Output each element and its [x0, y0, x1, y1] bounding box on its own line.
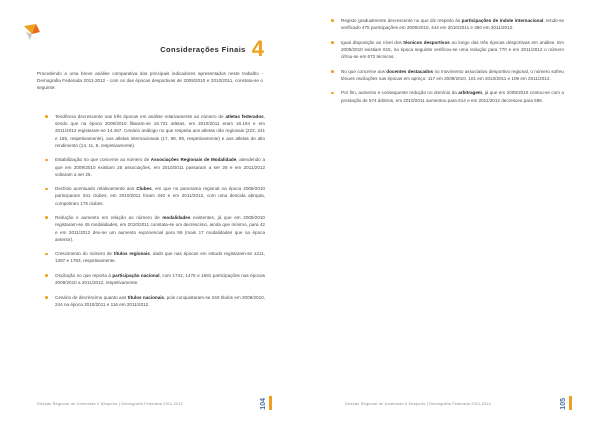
section-number: 4: [251, 36, 264, 61]
bullet-text: Por fim, aumento e consequente redução no domínio da: [341, 90, 459, 96]
bullet-highlight: modalidades: [162, 215, 191, 221]
page-number-left-mark: [269, 396, 272, 410]
page-number-left-text: 104: [260, 398, 267, 410]
bullet-text: Cenário de decréscimo quanto aos: [55, 294, 128, 300]
page-number-right: [560, 396, 572, 410]
drjd-logo-icon: [22, 22, 42, 42]
bullet-dot-icon: [45, 274, 48, 277]
right-bullet-list: [331, 17, 564, 111]
bullet-highlight: títulos regionais: [113, 251, 150, 257]
bullet-text: , com 1742, 1476 e 1681 participações nas épocas 2009/2010 a 2011/2012, respetivamente.: [55, 272, 265, 286]
bullet-item: [331, 89, 564, 103]
bullet-item: [331, 68, 564, 82]
section-title: Considerações Finais: [160, 44, 246, 54]
bullet-dot-icon: [45, 296, 48, 299]
page-number-right-text: 105: [560, 398, 567, 410]
bullet-item: [45, 250, 265, 264]
bullet-item: [331, 39, 564, 61]
bullet-text: Tendência decrescente nas três épocas em análise relativamente ao número de: [55, 114, 226, 119]
bullet-dot-icon: [45, 188, 48, 191]
bullet-text: Estabilização no que concerne ao número de: [55, 157, 151, 163]
bullet-highlight: docentes destacados: [386, 68, 434, 74]
bullet-text: ao longo das três épocas desportivas em análise. Em 2009/2010 existiam 815, na época seguinte verificou-se uma redução para 770 e em 2011/2012 o número cifrou-se em 672 técnicos.: [341, 39, 564, 60]
bullet-text: no movimento associativo desportivo regional, o número sofreu ténues oscilações nas épocas em apreço: 117 em 2009/2010, 101 em 2010/2011 e 109 em 2011/2012.: [341, 68, 564, 81]
bullet-highlight: arbitragem: [458, 90, 482, 96]
bullet-text: , sendo que na época 2009/2010 filiaram-se 16.721 atletas, em 2010/2011 eram 16.194 e em 2011/2012 registaram-se 14.457. Cenário análogo no que respeita aos atletas não regionais (222, 241 e 185, respetivamente), aos atletas internacionais (17, 98, 89, respetivamente) e aos atletas de alto rendimento (14, 11, 8, respetivamente).: [55, 114, 265, 148]
bullet-text: Registo gradualmente decrescente no que diz respeito às: [341, 18, 462, 23]
bullet-item: [45, 272, 265, 286]
bullet-highlight: Associações Regionais de Modalidade: [150, 157, 237, 163]
bullet-item: [45, 113, 265, 149]
bullet-text: , já que em 2009/2010 contou-se com a prestação de 574 árbitros, em 2010/2011 aumentou para 614 e em 2011/2012 decresceu para 596.: [341, 90, 564, 103]
bullet-text: , tendo-se verificado 475 participações em 2009/2010, 444 em 2010/2011 e 360 em 2011/2012.: [341, 18, 564, 31]
bullet-highlight: técnicos desportivos: [403, 39, 450, 45]
bullet-item: [45, 185, 265, 207]
bullet-dot-icon: [331, 92, 334, 95]
intro-paragraph: Procedendo a uma breve análise comparativa dos principais indicadores apresentados neste trabalho - Demografia Federada 2011-2012 - com os das épocas desportivas de 2009/2010 e 2010/2011, constata-se o seguinte:: [37, 71, 263, 91]
page-number-right-mark: [569, 396, 572, 410]
footer-text-left: Direção Regional de Juventude e Desporto | Demografia Federada 2011-2012: [37, 402, 183, 406]
bullet-dot-icon: [45, 115, 48, 118]
bullet-text: existentes, já que em 2009/2010 registaram-se 45 modalidades, em 2010/2011 constata-se um decréscimo, ainda que mínimo, para 42 e em 2011/2012 deu-se um aumento exponencial para 59 (mais 17 modalidades que na época anterior).: [55, 215, 265, 242]
left-bullet-list: [45, 113, 265, 315]
bullet-text: No que concerne aos: [341, 68, 387, 74]
bullet-item: [331, 17, 564, 31]
bullet-text: , atendendo a que em 2009/2010 existiam 25 associações, em 2010/2011 passaram a ser 26 e em 2011/2012 voltaram a ser 25.: [55, 157, 266, 177]
bullet-text: Redução e aumento em relação ao número de: [55, 215, 163, 221]
bullet-dot-icon: [45, 159, 48, 162]
page-number-left: [260, 396, 272, 410]
bullet-dot-icon: [331, 41, 334, 44]
bullet-text: Declínio acentuado relativamente aos: [55, 186, 137, 192]
section-header: [160, 38, 264, 60]
bullet-item: [45, 294, 265, 308]
bullet-highlight: participação nacional: [112, 272, 160, 278]
bullet-text: , em que no panorama regional na época 2009/2010 participaram 341 clubes, em 2010/2011 foram 340 e em 2011/2012, com uma descida abrupta, competiram 175 clubes.: [55, 186, 265, 206]
bullet-text: Igual disposição ao nível dos: [341, 39, 404, 45]
bullet-dot-icon: [331, 70, 334, 73]
bullet-text: , dado que nas épocas em estudo registaram-se 1211, 1397 e 1793, respetivamente.: [55, 251, 266, 264]
bullet-item: [45, 214, 265, 243]
bullet-item: [45, 156, 265, 178]
bullet-highlight: atletas federados: [225, 114, 264, 119]
bullet-dot-icon: [331, 19, 334, 22]
bullet-highlight: participações de índole internacional: [461, 18, 544, 23]
bullet-text: , pois conquistaram-se 240 títulos em 2009/2010, 244 na época 2010/2011 e 116 em 2011/2012.: [55, 294, 265, 307]
bullet-highlight: Clubes: [136, 186, 152, 192]
bullet-text: Crescimento do número de: [55, 251, 114, 257]
bullet-dot-icon: [45, 253, 48, 256]
footer-text-right: Direção Regional de Juventude e Desporto | Demografia Federada 2011-2012: [345, 402, 491, 406]
bullet-dot-icon: [45, 216, 48, 219]
right-page: [300, 0, 600, 424]
bullet-text: Oscilação no que reporta à: [55, 272, 113, 278]
bullet-highlight: títulos nacionais: [127, 294, 165, 300]
